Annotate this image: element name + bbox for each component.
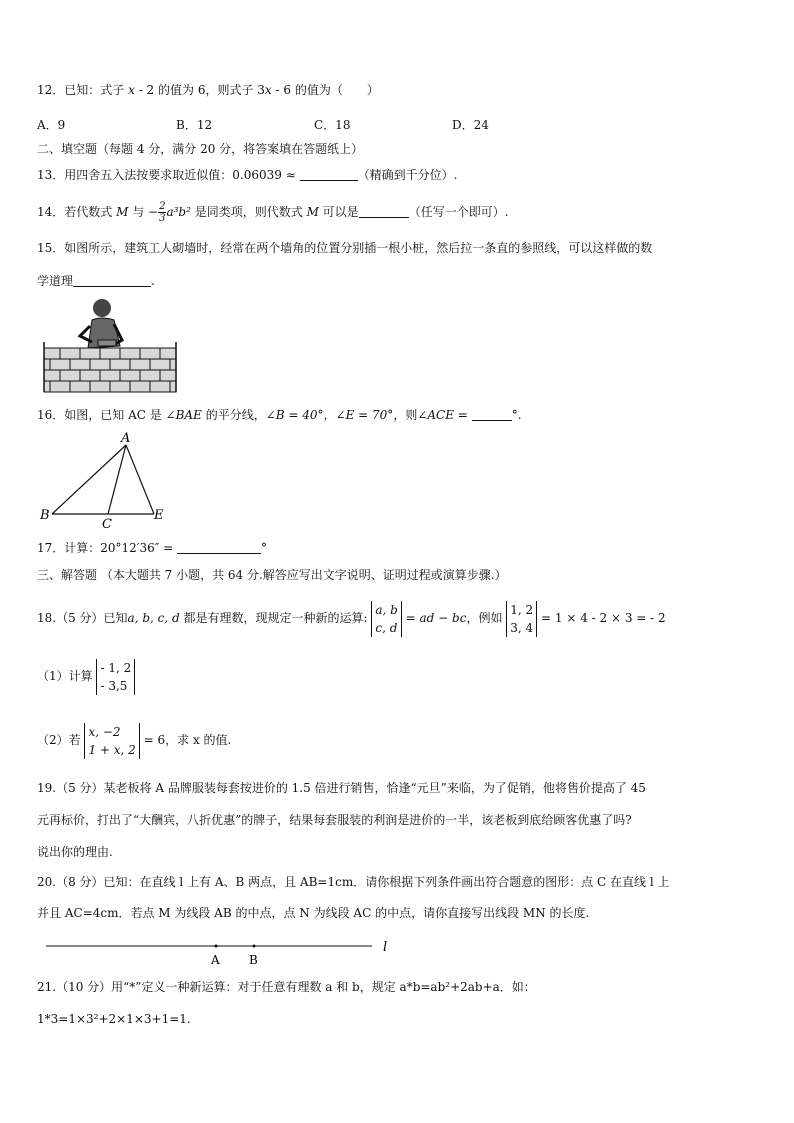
point-c-label: C [102, 517, 112, 530]
point-a-label: A [121, 431, 131, 446]
determinant-abcd: a, b c, d [371, 601, 401, 637]
q19-line3: 说出你的理由. [37, 845, 113, 859]
triangle-figure [36, 430, 176, 530]
point-b-label: B [249, 953, 258, 967]
q12-option-b: B．12 [176, 118, 213, 132]
q16-answer-blank[interactable] [472, 408, 512, 421]
q20-line1: 20.（8 分）已知：在直线 l 上有 A、B 两点，且 AB=1cm．请你根据下列条件画出符合题意的图形：点 C 在直线 l 上 [37, 875, 670, 889]
q12-option-c: C．18 [314, 118, 351, 132]
line-l-figure [40, 938, 400, 968]
determinant-part1: - 1, 2 - 3,5 [96, 659, 135, 695]
bricklayer-illustration [40, 296, 180, 396]
point-b-label: B [40, 508, 50, 523]
section-3-title: 三、解答题 （本大题共 7 小题，共 64 分.解答应写出文字说明、证明过程或演算步骤.） [37, 568, 507, 582]
q17-answer-blank[interactable] [177, 541, 261, 554]
point-a-label: A [211, 953, 220, 967]
q18-stem: 18.（5 分）已知a, b, c, d 都是有理数，现规定一种新的运算: a, b c, d = ad − bc，例如 1, 2 3, 4 = 1 × 4 - 2 × 3 = - 2 [37, 602, 666, 635]
q18-part2: （2）若 x, −2 1 + x, 2 = 6，求 x 的值. [37, 724, 232, 757]
q21-line2: 1*3=1×3²+2×1×3+1=1. [37, 1012, 191, 1026]
q14-fraction: $\frac{2}{3}$ [159, 201, 166, 224]
q15-answer-blank[interactable] [73, 274, 151, 287]
q20-line2: 并且 AC=4cm．若点 M 为线段 AB 的中点，点 N 为线段 AC 的中点，请你直接写出线段 MN 的长度. [37, 906, 590, 920]
q15-line2: 学道理 . [37, 274, 155, 288]
q16: 16．如图，已知 AC 是 ∠BAE 的平分线，∠B = 40°，∠E = 70°，则∠ACE = °. [37, 408, 522, 422]
q13: 13．用四舍五入法按要求取近似值：0.06039 ≈ （精确到千分位）. [37, 168, 458, 182]
q21-line1: 21.（10 分）用“*”定义一种新运算：对于任意有理数 a 和 b，规定 a*b=ab²+2ab+a．如： [37, 980, 536, 994]
q12-option-d: D．24 [452, 118, 489, 132]
q19-line2: 元再标价，打出了“大酬宾，八折优惠”的牌子，结果每套服装的利润是进价的一半，该老板到底给顾客优惠了吗? [37, 813, 632, 827]
q13-answer-blank[interactable] [300, 168, 358, 181]
q19-line1: 19.（5 分）某老板将 A 品牌服装每套按进价的 1.5 倍进行销售，恰逢“元旦”来临，为了促销，他将售价提高了 45 [37, 781, 646, 795]
section-2-title: 二、填空题（每题 4 分，满分 20 分，将答案填在答题纸上） [37, 142, 364, 156]
point-e-label: E [154, 508, 164, 523]
q14: 14．若代数式 M 与 − $\frac{2}{3}$ a³b² 是同类项，则代数式 M 可以是 （任写一个即可）. [37, 201, 509, 224]
determinant-example: 1, 2 3, 4 [506, 601, 537, 637]
q17: 17．计算：20°12′36″ = ° [37, 541, 267, 555]
determinant-part2: x, −2 1 + x, 2 [84, 723, 139, 759]
q14-answer-blank[interactable] [359, 205, 409, 218]
q15-line1: 15．如图所示，建筑工人砌墙时，经常在两个墙角的位置分别插一根小桩，然后拉一条直的参照线，可以这样做的数 [37, 241, 653, 255]
q18-part1: （1）计算 - 1, 2 - 3,5 [37, 656, 135, 696]
q12-option-a: A．9 [37, 118, 66, 132]
line-l-label: l [383, 940, 388, 955]
q12-stem: 12．已知：式子 x - 2 的值为 6，则式子 3x - 6 的值为（ ） [37, 83, 379, 97]
